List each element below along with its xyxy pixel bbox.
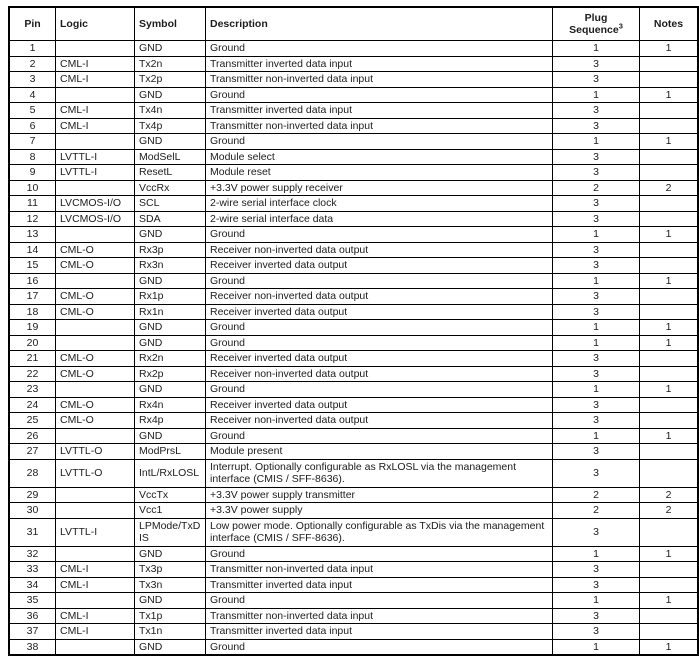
description-cell: 2-wire serial interface data	[206, 211, 553, 227]
plug-sequence-cell: 3	[553, 258, 640, 274]
pin-cell: 16	[9, 273, 56, 289]
plug-sequence-cell: 1	[553, 546, 640, 562]
symbol-cell: VccRx	[135, 180, 206, 196]
symbol-cell: Rx2p	[135, 366, 206, 382]
table-row	[9, 382, 698, 398]
logic-cell	[56, 273, 135, 289]
symbol-cell: ResetL	[135, 165, 206, 181]
description-cell: Receiver non-inverted data output	[206, 289, 553, 305]
pin-cell: 7	[9, 134, 56, 150]
pin-cell: 24	[9, 397, 56, 413]
notes-cell	[640, 56, 699, 72]
notes-cell	[640, 608, 699, 624]
logic-cell	[56, 593, 135, 609]
table-row	[9, 149, 698, 165]
notes-cell: 1	[640, 227, 699, 243]
pin-cell: 28	[9, 459, 56, 487]
description-cell: Ground	[206, 428, 553, 444]
pin-cell: 4	[9, 87, 56, 103]
pin-cell: 8	[9, 149, 56, 165]
notes-cell: 2	[640, 487, 699, 503]
notes-cell	[640, 242, 699, 258]
pin-cell: 21	[9, 351, 56, 367]
symbol-cell: Rx4n	[135, 397, 206, 413]
pin-cell: 5	[9, 103, 56, 119]
pin-cell: 31	[9, 518, 56, 546]
pin-cell: 13	[9, 227, 56, 243]
pin-cell: 11	[9, 196, 56, 212]
notes-cell: 1	[640, 639, 699, 655]
plug-sequence-cell: 1	[553, 639, 640, 655]
pin-cell: 17	[9, 289, 56, 305]
pin-cell: 35	[9, 593, 56, 609]
description-cell: Ground	[206, 335, 553, 351]
symbol-cell: GND	[135, 227, 206, 243]
symbol-cell: GND	[135, 320, 206, 336]
symbol-cell: Rx3n	[135, 258, 206, 274]
table-row	[9, 196, 698, 212]
table-row	[9, 577, 698, 593]
logic-cell	[56, 503, 135, 519]
description-cell: Ground	[206, 273, 553, 289]
description-cell: +3.3V power supply transmitter	[206, 487, 553, 503]
description-cell: Transmitter inverted data input	[206, 624, 553, 640]
pin-cell: 25	[9, 413, 56, 429]
table-row	[9, 335, 698, 351]
pin-cell: 12	[9, 211, 56, 227]
description-cell: Transmitter non-inverted data input	[206, 608, 553, 624]
logic-cell: CML-I	[56, 72, 135, 88]
table-row	[9, 258, 698, 274]
plug-sequence-cell: 3	[553, 397, 640, 413]
plug-sequence-cell: 1	[553, 428, 640, 444]
symbol-cell: Tx4n	[135, 103, 206, 119]
pin-cell: 9	[9, 165, 56, 181]
symbol-cell: Rx1p	[135, 289, 206, 305]
pin-cell: 27	[9, 444, 56, 460]
pin-cell: 15	[9, 258, 56, 274]
description-cell: Receiver non-inverted data output	[206, 413, 553, 429]
table-row	[9, 608, 698, 624]
description-cell: Ground	[206, 546, 553, 562]
notes-cell	[640, 624, 699, 640]
table-row	[9, 503, 698, 519]
plug-sequence-cell: 3	[553, 366, 640, 382]
table-row	[9, 624, 698, 640]
symbol-cell: LPMode/TxDIS	[135, 518, 206, 546]
logic-cell: CML-O	[56, 304, 135, 320]
symbol-cell: GND	[135, 87, 206, 103]
logic-cell: CML-O	[56, 413, 135, 429]
plug-sequence-cell: 3	[553, 413, 640, 429]
table-row	[9, 56, 698, 72]
notes-cell	[640, 518, 699, 546]
description-cell: Transmitter inverted data input	[206, 56, 553, 72]
table-row	[9, 227, 698, 243]
description-cell: Receiver inverted data output	[206, 258, 553, 274]
plug-sequence-cell: 1	[553, 134, 640, 150]
logic-cell: CML-O	[56, 242, 135, 258]
pin-cell: 18	[9, 304, 56, 320]
plug-sequence-cell: 1	[553, 227, 640, 243]
symbol-cell: GND	[135, 382, 206, 398]
plug-sequence-cell: 3	[553, 149, 640, 165]
logic-cell: CML-O	[56, 289, 135, 305]
notes-cell	[640, 196, 699, 212]
logic-cell: CML-I	[56, 562, 135, 578]
notes-cell	[640, 351, 699, 367]
notes-cell: 1	[640, 546, 699, 562]
description-cell: Module select	[206, 149, 553, 165]
description-cell: Receiver inverted data output	[206, 397, 553, 413]
pin-cell: 29	[9, 487, 56, 503]
table-row	[9, 273, 698, 289]
pin-cell: 33	[9, 562, 56, 578]
plug-sequence-cell: 1	[553, 335, 640, 351]
logic-cell: CML-I	[56, 624, 135, 640]
symbol-cell: Tx1n	[135, 624, 206, 640]
symbol-cell: GND	[135, 428, 206, 444]
logic-cell: CML-I	[56, 56, 135, 72]
plug-sequence-cell: 3	[553, 444, 640, 460]
plug-sequence-cell: 2	[553, 487, 640, 503]
column-header-symbol: Symbol	[135, 7, 206, 41]
table-row	[9, 134, 698, 150]
plug-sequence-cell: 3	[553, 242, 640, 258]
plug-sequence-cell: 1	[553, 320, 640, 336]
notes-cell	[640, 149, 699, 165]
table-row	[9, 518, 698, 546]
symbol-cell: IntL/RxLOSL	[135, 459, 206, 487]
symbol-cell: Tx2p	[135, 72, 206, 88]
pin-cell: 38	[9, 639, 56, 655]
table-row	[9, 72, 698, 88]
plug-sequence-cell: 1	[553, 273, 640, 289]
header-row	[9, 7, 698, 41]
description-cell: Ground	[206, 593, 553, 609]
description-cell: +3.3V power supply receiver	[206, 180, 553, 196]
logic-cell: LVCMOS-I/O	[56, 196, 135, 212]
plug-sequence-cell: 1	[553, 382, 640, 398]
pin-cell: 30	[9, 503, 56, 519]
table-row	[9, 351, 698, 367]
plug-sequence-cell: 1	[553, 87, 640, 103]
pin-cell: 23	[9, 382, 56, 398]
notes-cell	[640, 103, 699, 119]
logic-cell: CML-O	[56, 366, 135, 382]
notes-cell	[640, 118, 699, 134]
column-header-plug-sequence: Plug Sequence$^3$	[553, 7, 640, 41]
description-cell: Module present	[206, 444, 553, 460]
pin-cell: 26	[9, 428, 56, 444]
symbol-cell: GND	[135, 134, 206, 150]
pin-cell: 32	[9, 546, 56, 562]
symbol-cell: GND	[135, 335, 206, 351]
plug-sequence-cell: 3	[553, 165, 640, 181]
pin-assignment-table	[8, 6, 699, 656]
logic-cell: LVTTL-O	[56, 444, 135, 460]
notes-cell: 1	[640, 320, 699, 336]
symbol-cell: GND	[135, 546, 206, 562]
notes-cell: 1	[640, 273, 699, 289]
notes-cell: 1	[640, 134, 699, 150]
description-cell: Ground	[206, 41, 553, 57]
pin-cell: 34	[9, 577, 56, 593]
plug-sequence-cell: 1	[553, 593, 640, 609]
plug-sequence-cell: 3	[553, 518, 640, 546]
notes-cell	[640, 72, 699, 88]
notes-cell	[640, 562, 699, 578]
pin-cell: 2	[9, 56, 56, 72]
table-row	[9, 180, 698, 196]
description-cell: Transmitter inverted data input	[206, 577, 553, 593]
notes-cell: 1	[640, 593, 699, 609]
logic-cell: CML-O	[56, 397, 135, 413]
symbol-cell: VccTx	[135, 487, 206, 503]
table-head	[9, 7, 698, 41]
description-cell: Transmitter inverted data input	[206, 103, 553, 119]
logic-cell: CML-O	[56, 258, 135, 274]
notes-cell: 1	[640, 41, 699, 57]
pin-cell: 3	[9, 72, 56, 88]
column-header-notes: Notes	[640, 7, 699, 41]
table-row	[9, 165, 698, 181]
notes-cell	[640, 366, 699, 382]
table-row	[9, 593, 698, 609]
symbol-cell: GND	[135, 639, 206, 655]
plug-sequence-cell: 2	[553, 180, 640, 196]
symbol-cell: Rx3p	[135, 242, 206, 258]
logic-cell	[56, 487, 135, 503]
table-row	[9, 320, 698, 336]
description-cell: 2-wire serial interface clock	[206, 196, 553, 212]
symbol-cell: Tx3p	[135, 562, 206, 578]
logic-cell: CML-O	[56, 351, 135, 367]
notes-cell: 1	[640, 335, 699, 351]
logic-cell: CML-I	[56, 577, 135, 593]
column-header-logic: Logic	[56, 7, 135, 41]
table-row	[9, 459, 698, 487]
description-cell: Low power mode. Optionally configurable as TxDis via the management interface (CMIS / SFF-8636).	[206, 518, 553, 546]
logic-cell	[56, 382, 135, 398]
notes-cell	[640, 577, 699, 593]
table-row	[9, 41, 698, 57]
logic-cell	[56, 546, 135, 562]
table-row	[9, 366, 698, 382]
description-cell: +3.3V power supply	[206, 503, 553, 519]
plug-sequence-cell: 1	[553, 41, 640, 57]
plug-sequence-cell: 3	[553, 118, 640, 134]
table-row	[9, 413, 698, 429]
logic-cell: LVTTL-I	[56, 149, 135, 165]
plug-sequence-cell: 3	[553, 577, 640, 593]
logic-cell	[56, 320, 135, 336]
symbol-cell: Tx4p	[135, 118, 206, 134]
notes-cell: 2	[640, 180, 699, 196]
table-row	[9, 562, 698, 578]
plug-sequence-cell: 3	[553, 608, 640, 624]
plug-sequence-cell: 3	[553, 304, 640, 320]
logic-cell: LVTTL-I	[56, 518, 135, 546]
pin-cell: 19	[9, 320, 56, 336]
symbol-cell: Rx2n	[135, 351, 206, 367]
table-row	[9, 487, 698, 503]
logic-cell: CML-I	[56, 608, 135, 624]
notes-cell: 1	[640, 382, 699, 398]
logic-cell	[56, 134, 135, 150]
notes-cell	[640, 413, 699, 429]
footnote-marker: 3	[618, 21, 623, 31]
logic-cell	[56, 639, 135, 655]
logic-cell	[56, 335, 135, 351]
table-row	[9, 289, 698, 305]
notes-cell	[640, 444, 699, 460]
logic-cell	[56, 428, 135, 444]
notes-cell	[640, 211, 699, 227]
description-cell: Receiver inverted data output	[206, 351, 553, 367]
table-row	[9, 304, 698, 320]
table-row	[9, 242, 698, 258]
symbol-cell: Tx3n	[135, 577, 206, 593]
pin-cell: 1	[9, 41, 56, 57]
pin-cell: 14	[9, 242, 56, 258]
symbol-cell: GND	[135, 593, 206, 609]
logic-cell	[56, 41, 135, 57]
notes-cell: 1	[640, 87, 699, 103]
pin-cell: 6	[9, 118, 56, 134]
table-row	[9, 103, 698, 119]
symbol-cell: ModSelL	[135, 149, 206, 165]
table-row	[9, 444, 698, 460]
logic-cell: CML-I	[56, 103, 135, 119]
logic-cell	[56, 87, 135, 103]
description-cell: Transmitter non-inverted data input	[206, 72, 553, 88]
symbol-cell: SDA	[135, 211, 206, 227]
description-cell: Receiver inverted data output	[206, 304, 553, 320]
pin-cell: 22	[9, 366, 56, 382]
table-row	[9, 211, 698, 227]
plug-sequence-cell: 3	[553, 103, 640, 119]
logic-cell: LVTTL-O	[56, 459, 135, 487]
column-header-pin: Pin	[9, 7, 56, 41]
notes-cell: 2	[640, 503, 699, 519]
table-row	[9, 428, 698, 444]
pin-cell: 36	[9, 608, 56, 624]
plug-sequence-cell: 3	[553, 459, 640, 487]
plug-sequence-cell: 3	[553, 351, 640, 367]
description-cell: Transmitter non-inverted data input	[206, 118, 553, 134]
logic-cell	[56, 227, 135, 243]
notes-cell	[640, 289, 699, 305]
description-cell: Ground	[206, 639, 553, 655]
symbol-cell: Rx4p	[135, 413, 206, 429]
table-row	[9, 397, 698, 413]
description-cell: Ground	[206, 134, 553, 150]
symbol-cell: Rx1n	[135, 304, 206, 320]
notes-cell	[640, 258, 699, 274]
description-cell: Interrupt. Optionally configurable as RxLOSL via the management interface (CMIS / SFF-8636).	[206, 459, 553, 487]
plug-sequence-cell: 3	[553, 624, 640, 640]
table-row	[9, 87, 698, 103]
notes-cell: 1	[640, 428, 699, 444]
plug-sequence-cell: 3	[553, 196, 640, 212]
notes-cell	[640, 459, 699, 487]
notes-cell	[640, 304, 699, 320]
plug-sequence-cell: 3	[553, 56, 640, 72]
description-cell: Receiver non-inverted data output	[206, 366, 553, 382]
description-cell: Ground	[206, 227, 553, 243]
symbol-cell: Vcc1	[135, 503, 206, 519]
symbol-cell: GND	[135, 41, 206, 57]
logic-cell	[56, 180, 135, 196]
logic-cell: LVTTL-I	[56, 165, 135, 181]
plug-sequence-cell: 3	[553, 289, 640, 305]
pin-cell: 10	[9, 180, 56, 196]
table-row	[9, 118, 698, 134]
document-page	[0, 6, 684, 663]
description-cell: Ground	[206, 320, 553, 336]
notes-cell	[640, 397, 699, 413]
column-header-description: Description	[206, 7, 553, 41]
symbol-cell: ModPrsL	[135, 444, 206, 460]
symbol-cell: SCL	[135, 196, 206, 212]
description-cell: Transmitter non-inverted data input	[206, 562, 553, 578]
plug-sequence-cell: 2	[553, 503, 640, 519]
plug-sequence-cell: 3	[553, 72, 640, 88]
symbol-cell: Tx2n	[135, 56, 206, 72]
pin-cell: 37	[9, 624, 56, 640]
logic-cell: CML-I	[56, 118, 135, 134]
pin-cell: 20	[9, 335, 56, 351]
description-cell: Ground	[206, 87, 553, 103]
logic-cell: LVCMOS-I/O	[56, 211, 135, 227]
table-row	[9, 639, 698, 655]
table-row	[9, 546, 698, 562]
description-cell: Ground	[206, 382, 553, 398]
symbol-cell: Tx1p	[135, 608, 206, 624]
description-cell: Receiver non-inverted data output	[206, 242, 553, 258]
table-body	[9, 41, 698, 656]
notes-cell	[640, 165, 699, 181]
plug-sequence-cell: 3	[553, 562, 640, 578]
symbol-cell: GND	[135, 273, 206, 289]
description-cell: Module reset	[206, 165, 553, 181]
plug-sequence-cell: 3	[553, 211, 640, 227]
